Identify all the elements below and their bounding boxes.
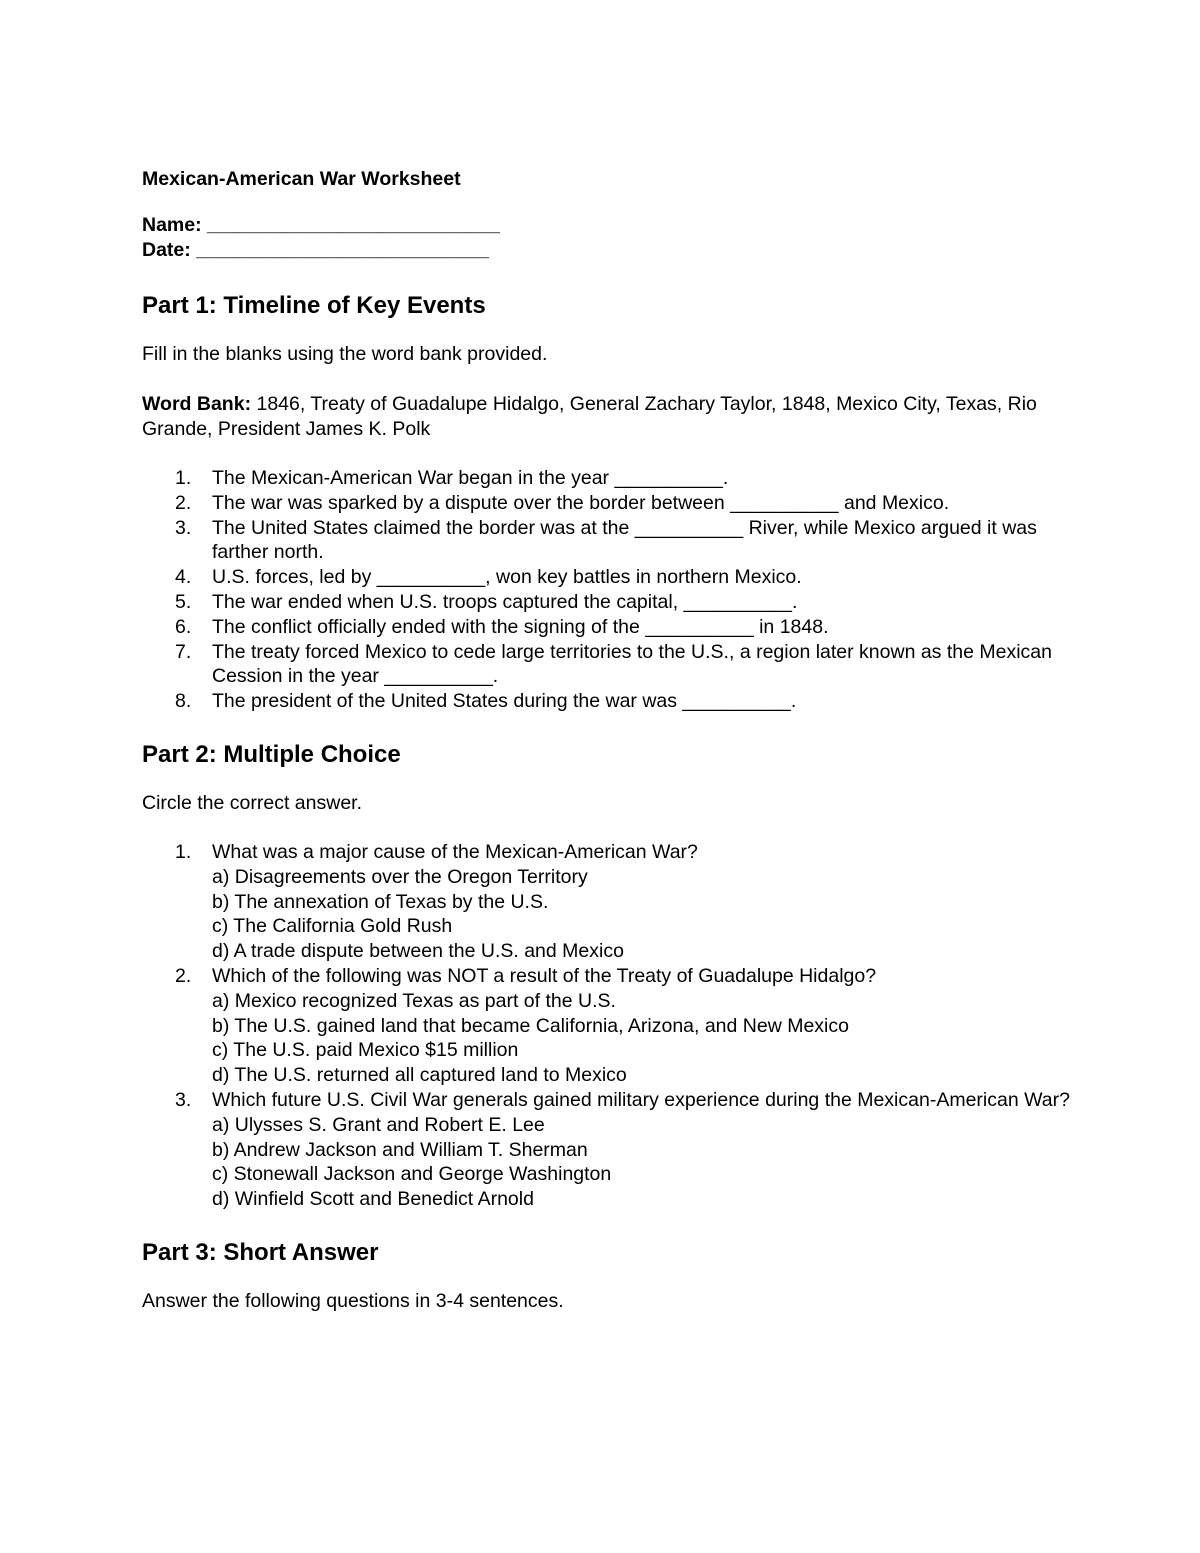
answer-option: d) Winfield Scott and Benedict Arnold [212,1188,534,1211]
word-bank-label: Word Bank: [142,393,252,415]
question-text: What was a major cause of the Mexican-American War? [212,840,698,863]
spacer [142,367,1072,392]
list-item [142,565,1072,590]
item-number: 3. [175,516,192,539]
spacer [142,442,1072,466]
part3-instructions: Answer the following questions in 3-4 sentences. [142,1289,564,1312]
answer-option: a) Disagreements over the Oregon Territory [212,865,588,888]
answer-option: b) The U.S. gained land that became California, Arizona, and New Mexico [212,1014,849,1037]
name-field: Name: ___________________________ [142,214,500,236]
item-number: 1. [175,467,192,489]
part2-instructions: Circle the correct answer. [142,791,362,814]
question-item [142,840,1072,964]
question-number: 3. [175,1088,192,1111]
item-text: The United States claimed the border was at the __________ River, while Mexico argued it was farther north. [212,516,1037,564]
date-field: Date: ___________________________ [142,239,489,261]
question-number: 2. [175,964,192,987]
item-text: U.S. forces, led by __________, won key battles in northern Mexico. [212,566,802,589]
part1-heading: Part 1: Timeline of Key Events [142,292,486,319]
question-number: 1. [175,840,192,863]
answer-option: c) The U.S. paid Mexico $15 million [212,1039,519,1062]
item-number: 6. [175,615,192,638]
part2-heading: Part 2: Multiple Choice [142,740,401,768]
list-item [142,590,1072,615]
item-number: 8. [175,690,192,713]
item-text: The conflict officially ended with the signing of the __________ in 1848. [212,615,829,638]
list-item [142,491,1072,516]
spacer [142,263,1072,291]
spacer [142,321,1072,342]
spacer [142,714,1072,740]
list-item [142,615,1072,640]
spacer [142,816,1072,840]
spacer [142,1212,1072,1238]
item-text: The Mexican-American War began in the year __________. [212,467,729,489]
answer-option: c) The California Gold Rush [212,915,453,938]
worksheet-content [142,166,1072,1314]
word-bank [142,392,1072,442]
answer-option: d) A trade dispute between the U.S. and Mexico [212,940,624,963]
question-item [142,964,1072,1088]
list-item [142,466,1072,491]
spacer [142,770,1072,791]
answer-option: b) Andrew Jackson and William T. Sherman [212,1138,588,1161]
list-item [142,689,1072,714]
list-item [142,640,1072,690]
question-text: Which of the following was NOT a result of the Treaty of Guadalupe Hidalgo? [212,964,877,987]
answer-option: c) Stonewall Jackson and George Washington [212,1163,612,1186]
part1-instructions: Fill in the blanks using the word bank provided. [142,343,548,365]
part2-list [142,840,1072,1212]
item-text: The treaty forced Mexico to cede large territories to the U.S., a region later known as the Mexican Cession in the year __________. [212,640,1052,688]
answer-option: a) Mexico recognized Texas as part of the U.S. [212,989,616,1012]
part3-heading: Part 3: Short Answer [142,1238,379,1266]
item-number: 7. [175,640,192,663]
item-number: 4. [175,566,192,589]
part1-list [142,466,1072,714]
item-number: 2. [175,491,192,514]
question-item [142,1088,1072,1212]
spacer [142,192,1072,213]
answer-option: b) The annexation of Texas by the U.S. [212,890,549,913]
item-text: The president of the United States during the war was __________. [212,690,797,713]
answer-option: d) The U.S. returned all captured land to Mexico [212,1064,627,1087]
word-bank-text: 1846, Treaty of Guadalupe Hidalgo, General Zachary Taylor, 1848, Mexico City, Texas, Rio Grande, President James K. Polk [142,393,1037,440]
item-text: The war was sparked by a dispute over the border between __________ and Mexico. [212,491,950,514]
list-item [142,516,1072,566]
item-number: 5. [175,590,192,613]
spacer [142,1268,1072,1289]
answer-option: a) Ulysses S. Grant and Robert E. Lee [212,1113,545,1136]
worksheet-title: Mexican-American War Worksheet [142,168,461,190]
item-text: The war ended when U.S. troops captured the capital, __________. [212,590,798,613]
question-text: Which future U.S. Civil War generals gained military experience during the Mexican-American War? [212,1088,1070,1111]
